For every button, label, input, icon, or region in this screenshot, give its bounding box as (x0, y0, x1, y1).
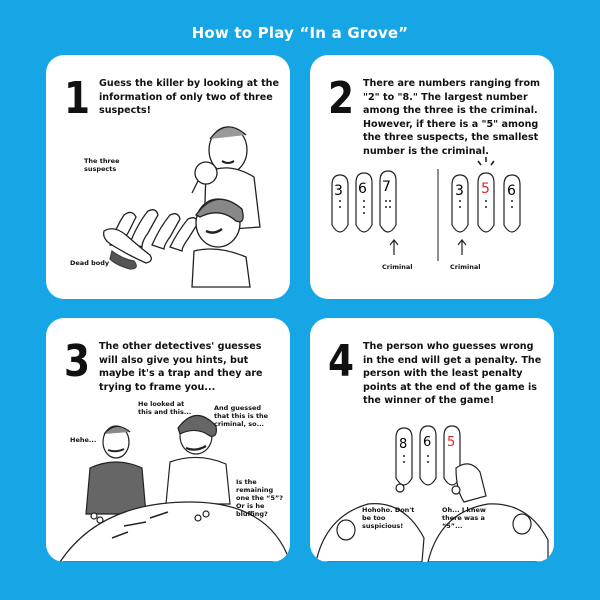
step-text: The other detectives' guesses will also give you hints, but maybe it's a trap and they are trying to frame you... (99, 341, 263, 393)
speech-bubble: He looked at this and this... (138, 400, 192, 416)
speech-bubble: Hohoho. Don't be too suspicious! (362, 506, 415, 530)
right-card-value: 5 (481, 181, 490, 197)
card-value: 6 (423, 435, 432, 450)
step-card-2 (310, 55, 554, 299)
step-card-3 (46, 318, 290, 562)
page-title: How to Play “In a Grove” (191, 24, 409, 42)
left-card-value: 3 (334, 183, 343, 199)
step-text: There are numbers ranging from "2" to "8." The largest number among the three is the criminal. However, if there is a "5" among the three suspects, the smallest number is the criminal. (363, 78, 541, 157)
criminal-label-right: Criminal (450, 263, 481, 271)
card-value: 5 (447, 435, 456, 450)
speech-bubble: And guessed that this is the criminal, so... (214, 404, 269, 428)
dead-body-label: Dead body (70, 259, 110, 267)
speech-bubble: Is the remaining one the “5”? Or is he bluffing? (236, 478, 284, 518)
step-text: The person who guesses wrong in the end will get a penalty. The person with the least penalty points at the end of the game is the winner of the game! (363, 341, 542, 406)
left-card-value: 6 (358, 181, 367, 197)
step-number: 3 (64, 336, 91, 387)
left-card-value: 7 (382, 179, 391, 195)
penalty-illustration (310, 318, 554, 562)
step-number: 1 (64, 73, 91, 124)
step-card-4 (310, 318, 554, 562)
cards-illustration (310, 55, 554, 299)
right-card-value: 3 (455, 183, 464, 199)
speech-bubble: Hehe... (70, 436, 97, 444)
criminal-label-left: Criminal (382, 263, 413, 271)
right-card-value: 6 (507, 183, 516, 199)
step-text: Guess the killer by looking at the information of only two of three suspects! (99, 78, 280, 116)
step-card-1 (46, 55, 290, 299)
speech-bubble: Oh... I knew there was a “5”... (442, 506, 486, 530)
suspects-label: The three suspects (84, 157, 120, 173)
step-number: 4 (328, 336, 355, 387)
step-number: 2 (328, 73, 355, 124)
card-value: 8 (399, 437, 408, 452)
